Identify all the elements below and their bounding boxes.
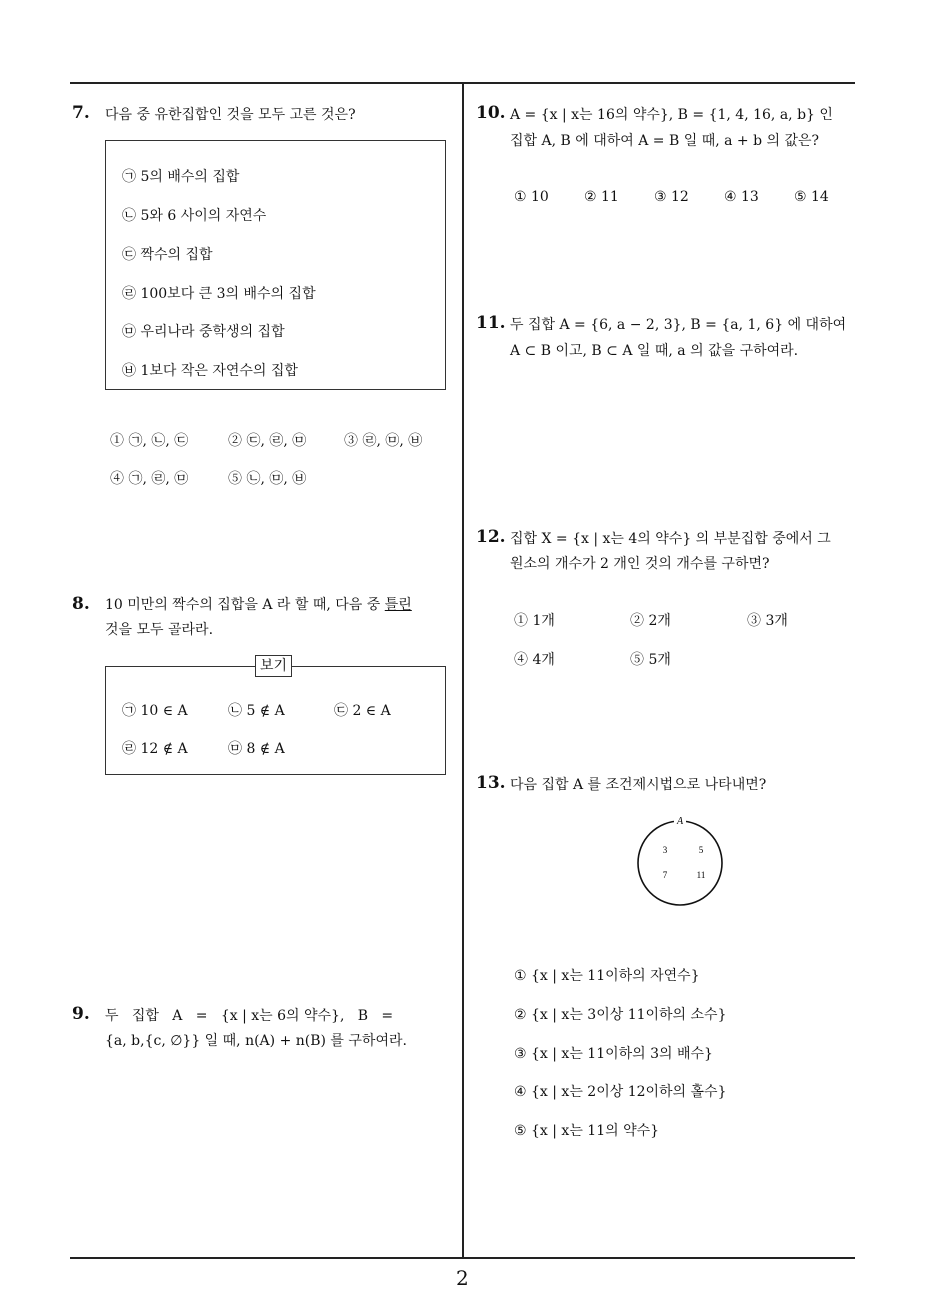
question-8-number: 8. bbox=[72, 594, 90, 614]
question-7-item: ㉠ 5의 배수의 집합 bbox=[122, 169, 240, 185]
question-11-text-line2: A ⊂ B 이고, B ⊂ A 일 때, a 의 값을 구하여라. bbox=[510, 343, 799, 359]
question-10-choice-4[interactable]: ④ 13 bbox=[724, 189, 759, 205]
question-9-text-line1: 두 집합 A = {x | x는 6의 약수}, B = bbox=[105, 1008, 394, 1024]
question-13-choice-5[interactable]: ⑤ {x | x는 11의 약수} bbox=[514, 1123, 660, 1139]
question-10-number: 10. bbox=[476, 103, 506, 123]
question-9-number: 9. bbox=[72, 1004, 90, 1024]
question-13-text: 다음 집합 A 를 조건제시법으로 나타내면? bbox=[510, 777, 767, 793]
question-8-item: ㉠ 10 ∈ A bbox=[122, 703, 188, 719]
question-8-item: ㉢ 2 ∈ A bbox=[334, 703, 391, 719]
question-12-text-line2: 원소의 개수가 2 개인 것의 개수를 구하면? bbox=[510, 556, 770, 572]
question-13-choice-1[interactable]: ① {x | x는 11이하의 자연수} bbox=[514, 968, 700, 984]
question-13-choice-4[interactable]: ④ {x | x는 2이상 12이하의 홀수} bbox=[514, 1084, 727, 1100]
question-8-example-box bbox=[105, 666, 446, 775]
question-8-item: ㉣ 12 ∉ A bbox=[122, 741, 188, 757]
question-10-choice-2[interactable]: ② 11 bbox=[584, 189, 619, 205]
question-7-item: ㉤ 우리나라 중학생의 집합 bbox=[122, 324, 285, 340]
question-10-text-line2: 집합 A, B 에 대하여 A = B 일 때, a + b 의 값은? bbox=[510, 133, 820, 149]
set-element: 3 bbox=[662, 845, 668, 855]
question-11-number: 11. bbox=[476, 313, 506, 333]
question-10-text-line1: A = {x | x는 16의 약수}, B = {1, 4, 16, a, b} 인 bbox=[510, 107, 833, 123]
question-12-choice-5[interactable]: ⑤ 5개 bbox=[630, 652, 671, 668]
question-13-choice-3[interactable]: ③ {x | x는 11이하의 3의 배수} bbox=[514, 1046, 713, 1062]
set-element: 11 bbox=[696, 870, 706, 880]
question-7-choice-3[interactable]: ③ ㉣, ㉤, ㉥ bbox=[344, 433, 423, 449]
question-7-choice-4[interactable]: ④ ㉠, ㉣, ㉤ bbox=[110, 471, 189, 487]
question-7-choice-5[interactable]: ⑤ ㉡, ㉤, ㉥ bbox=[228, 471, 307, 487]
column-divider bbox=[462, 82, 464, 1258]
question-10-choice-5[interactable]: ⑤ 14 bbox=[794, 189, 829, 205]
set-a-venn-diagram bbox=[630, 810, 730, 914]
question-8-box-label: 보기 bbox=[255, 655, 292, 677]
question-8-text-a: 10 미만의 짝수의 집합을 A 라 할 때, 다음 중 bbox=[105, 597, 385, 613]
question-7-text: 다음 중 유한집합인 것을 모두 고른 것은? bbox=[105, 107, 356, 123]
question-13-choice-2[interactable]: ② {x | x는 3이상 11이하의 소수} bbox=[514, 1007, 727, 1023]
set-a-label: A bbox=[676, 816, 684, 827]
question-12-choice-3[interactable]: ③ 3개 bbox=[747, 613, 788, 629]
question-9-text-line2: {a, b,{c, ∅}} 일 때, n(A) + n(B) 를 구하여라. bbox=[105, 1033, 407, 1049]
question-8-text-line1 bbox=[105, 592, 412, 618]
bottom-rule bbox=[70, 1257, 855, 1259]
question-8-text-line2: 것을 모두 골라라. bbox=[105, 622, 214, 638]
question-10-choice-3[interactable]: ③ 12 bbox=[654, 189, 689, 205]
question-7-item: ㉢ 짝수의 집합 bbox=[122, 247, 213, 263]
question-7-item: ㉡ 5와 6 사이의 자연수 bbox=[122, 208, 267, 224]
question-12-text-line1: 집합 X = {x | x는 4의 약수} 의 부분집합 중에서 그 bbox=[510, 531, 831, 547]
question-11-text-line1: 두 집합 A = {6, a − 2, 3}, B = {a, 1, 6} 에 대하여 bbox=[510, 317, 847, 333]
question-7-item: ㉥ 1보다 작은 자연수의 집합 bbox=[122, 363, 298, 379]
question-12-choice-1[interactable]: ① 1개 bbox=[514, 613, 555, 629]
question-7-number: 7. bbox=[72, 103, 90, 123]
question-8-item: ㉤ 8 ∉ A bbox=[228, 741, 285, 757]
set-element: 5 bbox=[698, 845, 704, 855]
question-8-underlined-word: 틀린 bbox=[384, 597, 412, 613]
set-a-circle bbox=[638, 821, 722, 905]
question-8-item: ㉡ 5 ∉ A bbox=[228, 703, 285, 719]
question-12-choice-4[interactable]: ④ 4개 bbox=[514, 652, 555, 668]
question-7-choice-1[interactable]: ① ㉠, ㉡, ㉢ bbox=[110, 433, 189, 449]
question-10-choice-1[interactable]: ① 10 bbox=[514, 189, 549, 205]
question-7-item: ㉣ 100보다 큰 3의 배수의 집합 bbox=[122, 286, 316, 302]
question-13-number: 13. bbox=[476, 773, 506, 793]
set-element: 7 bbox=[662, 870, 668, 880]
question-12-choice-2[interactable]: ② 2개 bbox=[630, 613, 671, 629]
page-number: 2 bbox=[456, 1266, 469, 1290]
question-12-number: 12. bbox=[476, 527, 506, 547]
question-7-choice-2[interactable]: ② ㉢, ㉣, ㉤ bbox=[228, 433, 307, 449]
